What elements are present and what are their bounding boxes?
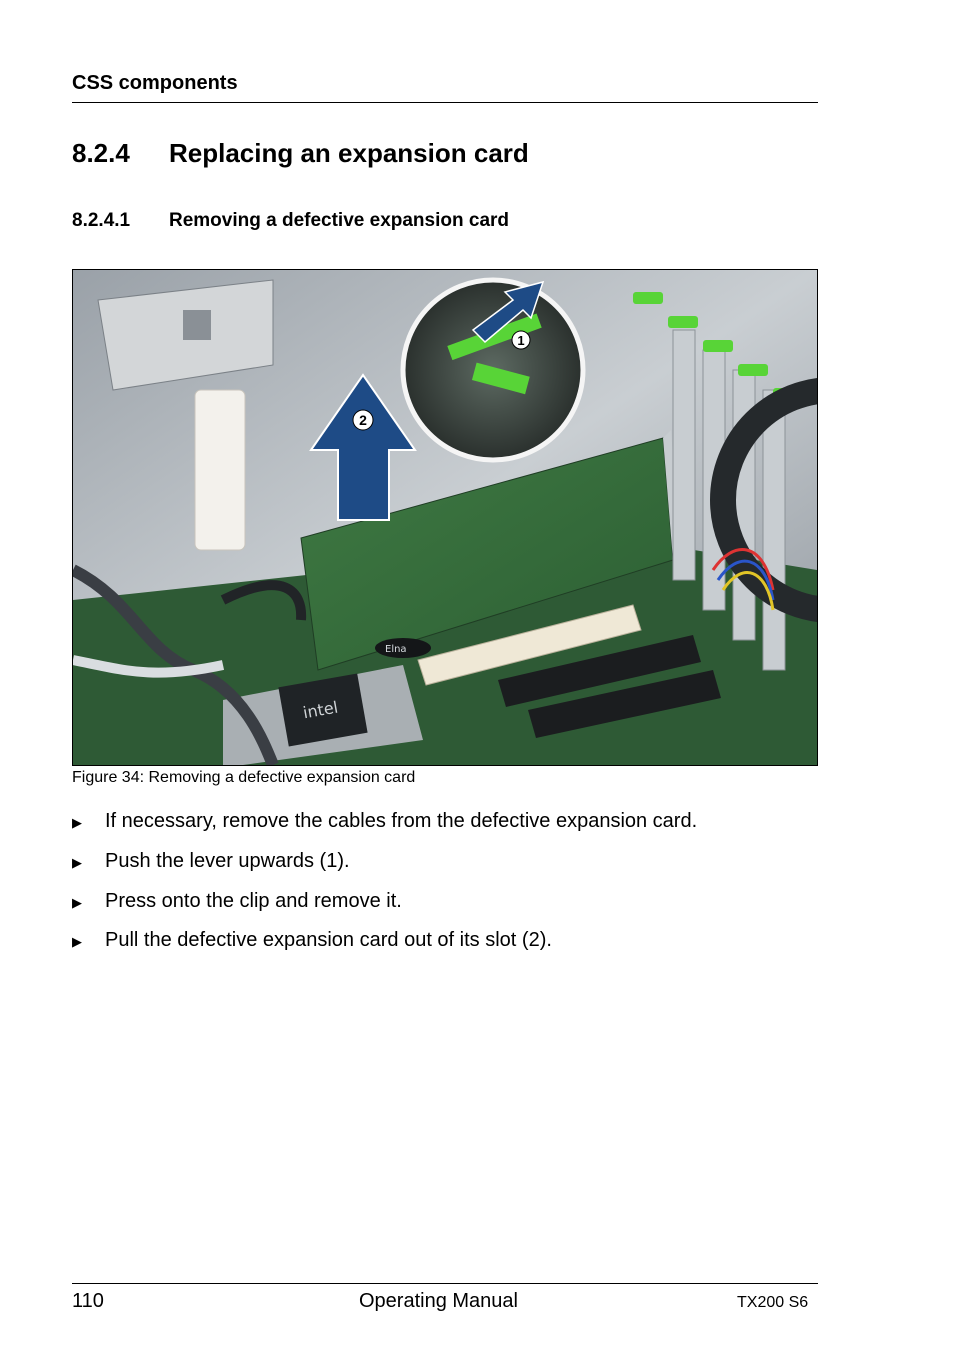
footer-rule [72, 1283, 818, 1284]
subsection-number: 8.2.4.1 [72, 210, 131, 231]
document-title: Operating Manual [359, 1290, 518, 1312]
section-title: Replacing an expansion card [169, 138, 529, 168]
step-text: If necessary, remove the cables from the defective expansion card. [105, 810, 698, 832]
step-text: Push the lever upwards (1). [105, 850, 350, 872]
triangle-right-icon: ▶ [72, 934, 82, 949]
triangle-right-icon: ▶ [72, 855, 82, 870]
cable-holder [195, 390, 245, 550]
callout-1-label: 1 [517, 333, 525, 348]
subsection-title: Removing a defective expansion card [169, 210, 510, 231]
running-header: CSS components [72, 72, 238, 94]
step-item [72, 810, 697, 833]
chip-label: intel [301, 697, 340, 723]
model-name: TX200 S6 [737, 1294, 809, 1311]
step-item [72, 929, 552, 952]
section-number: 8.2.4 [72, 138, 130, 168]
page-number: 110 [72, 1290, 104, 1312]
step-text: Press onto the clip and remove it. [105, 890, 402, 912]
step-item [72, 890, 402, 913]
bracket-slot [183, 310, 211, 340]
step-text: Pull the defective expansion card out of its slot (2). [105, 929, 552, 951]
header-rule [72, 102, 818, 103]
triangle-right-icon: ▶ [72, 895, 82, 910]
figure-caption: Figure 34: Removing a defective expansion card [72, 769, 416, 786]
board-label: Elna [385, 644, 407, 655]
figure-expansion-card-photo [72, 269, 818, 766]
step-item [72, 850, 350, 873]
callout-2-label: 2 [359, 412, 367, 428]
photo-illustration [73, 270, 817, 765]
triangle-right-icon: ▶ [72, 815, 82, 830]
